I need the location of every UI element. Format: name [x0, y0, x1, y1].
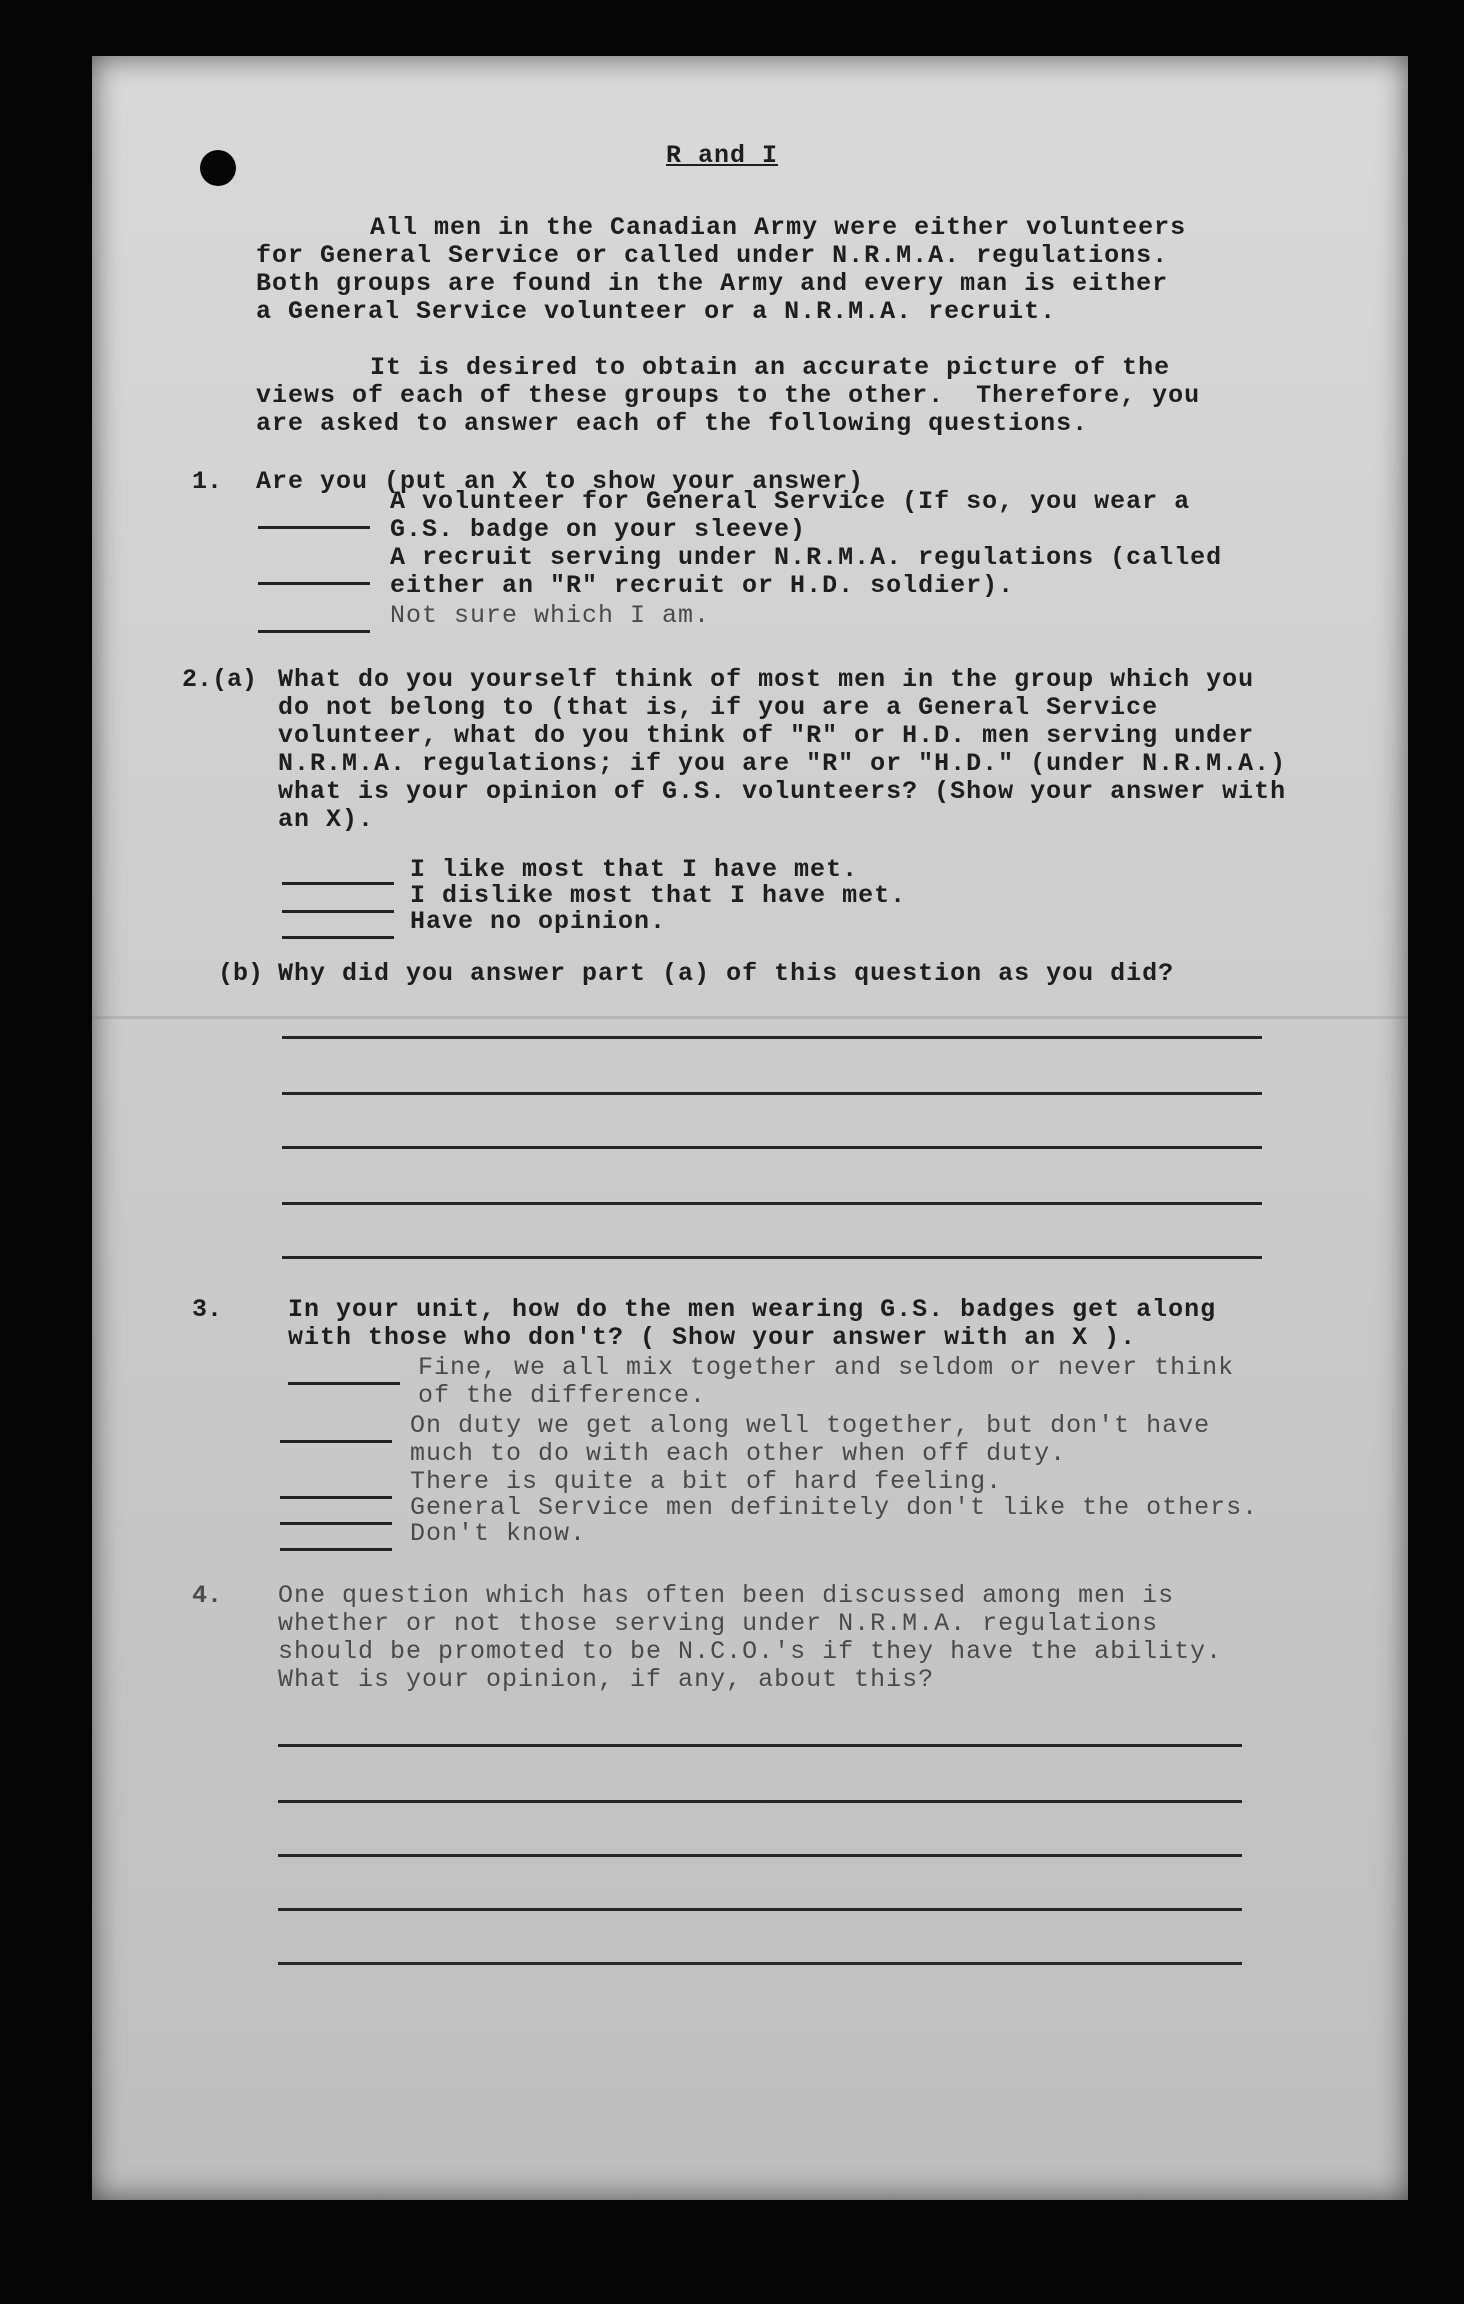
q2a-line: N.R.M.A. regulations; if you are "R" or "H.D." (under N.R.M.A.): [278, 749, 1287, 778]
q1-option: Not sure which I am.: [390, 601, 711, 630]
q1-prompt: Are you (put an X to show your answer): [256, 467, 865, 496]
q2a-answer-blank[interactable]: [282, 910, 394, 913]
q2a-option: I like most that I have met.: [410, 855, 859, 884]
q3-line: with those who don't? ( Show your answer with an X ).: [288, 1323, 1137, 1352]
intro-line: Both groups are found in the Army and every man is either: [256, 269, 1169, 298]
q4-answer-line[interactable]: [278, 1908, 1242, 1911]
q2b-answer-line[interactable]: [282, 1146, 1262, 1149]
q3-answer-blank[interactable]: [280, 1548, 392, 1551]
question-number: 3.: [192, 1295, 223, 1324]
q4-answer-line[interactable]: [278, 1854, 1242, 1857]
paper-fold: [92, 1016, 1408, 1019]
intro2-line: views of each of these groups to the other. Therefore, you: [256, 381, 1201, 410]
document-title: R and I: [666, 141, 779, 170]
question-number: 1.: [192, 467, 223, 496]
intro2-line: are asked to answer each of the following questions.: [256, 409, 1089, 438]
q3-answer-blank[interactable]: [280, 1522, 392, 1525]
q2a-line: an X).: [278, 805, 375, 834]
intro2-line: It is desired to obtain an accurate picture of the: [370, 353, 1171, 382]
question-number: (b): [218, 959, 264, 988]
q2a-answer-blank[interactable]: [282, 882, 394, 885]
q2b-answer-line[interactable]: [282, 1092, 1262, 1095]
q1-answer-blank[interactable]: [258, 582, 370, 585]
q4-line: should be promoted to be N.C.O.'s if they have the ability.: [278, 1637, 1223, 1666]
q4-line: What is your opinion, if any, about this?: [278, 1665, 935, 1694]
q3-option: Fine, we all mix together and seldom or never think: [418, 1353, 1235, 1382]
q2b-answer-line[interactable]: [282, 1202, 1262, 1205]
q3-option: of the difference.: [418, 1381, 707, 1410]
q2b-answer-line[interactable]: [282, 1256, 1262, 1259]
q3-option: Don't know.: [410, 1519, 587, 1548]
intro-line: a General Service volunteer or a N.R.M.A. recruit.: [256, 297, 1057, 326]
question-number: 2.(a): [182, 665, 258, 694]
q2a-line: What do you yourself think of most men in the group which you: [278, 665, 1255, 694]
q1-option: either an "R" recruit or H.D. soldier).: [390, 571, 1015, 600]
q3-option: much to do with each other when off duty.: [410, 1439, 1067, 1468]
document-page: [92, 56, 1408, 2200]
q1-answer-blank[interactable]: [258, 630, 370, 633]
q3-answer-blank[interactable]: [288, 1382, 400, 1385]
question-number: 4.: [192, 1581, 223, 1610]
q1-option: G.S. badge on your sleeve): [390, 515, 807, 544]
q2a-line: volunteer, what do you think of "R" or H.D. men serving under: [278, 721, 1255, 750]
q1-option: A volunteer for General Service (If so, you wear a: [390, 487, 1191, 516]
q2a-option: Have no opinion.: [410, 907, 667, 936]
q3-option: General Service men definitely don't like the others.: [410, 1493, 1259, 1522]
punch-hole: [200, 150, 236, 186]
q4-line: One question which has often been discussed among men is: [278, 1581, 1175, 1610]
q2a-answer-blank[interactable]: [282, 936, 394, 939]
q4-answer-line[interactable]: [278, 1962, 1242, 1965]
q4-line: whether or not those serving under N.R.M.A. regulations: [278, 1609, 1159, 1638]
q1-answer-blank[interactable]: [258, 526, 370, 529]
q4-answer-line[interactable]: [278, 1744, 1242, 1747]
q2a-option: I dislike most that I have met.: [410, 881, 907, 910]
q4-answer-line[interactable]: [278, 1800, 1242, 1803]
q3-answer-blank[interactable]: [280, 1496, 392, 1499]
q2b-answer-line[interactable]: [282, 1036, 1262, 1039]
q2a-line: do not belong to (that is, if you are a General Service: [278, 693, 1159, 722]
q3-option: On duty we get along well together, but don't have: [410, 1411, 1211, 1440]
intro-line: All men in the Canadian Army were either volunteers: [370, 213, 1187, 242]
q3-answer-blank[interactable]: [280, 1440, 392, 1443]
q2b-prompt: Why did you answer part (a) of this question as you did?: [278, 959, 1175, 988]
q3-option: There is quite a bit of hard feeling.: [410, 1467, 1003, 1496]
intro-line: for General Service or called under N.R.M.A. regulations.: [256, 241, 1169, 270]
q2a-line: what is your opinion of G.S. volunteers? (Show your answer with: [278, 777, 1287, 806]
q1-option: A recruit serving under N.R.M.A. regulations (called: [390, 543, 1223, 572]
q3-line: In your unit, how do the men wearing G.S. badges get along: [288, 1295, 1217, 1324]
